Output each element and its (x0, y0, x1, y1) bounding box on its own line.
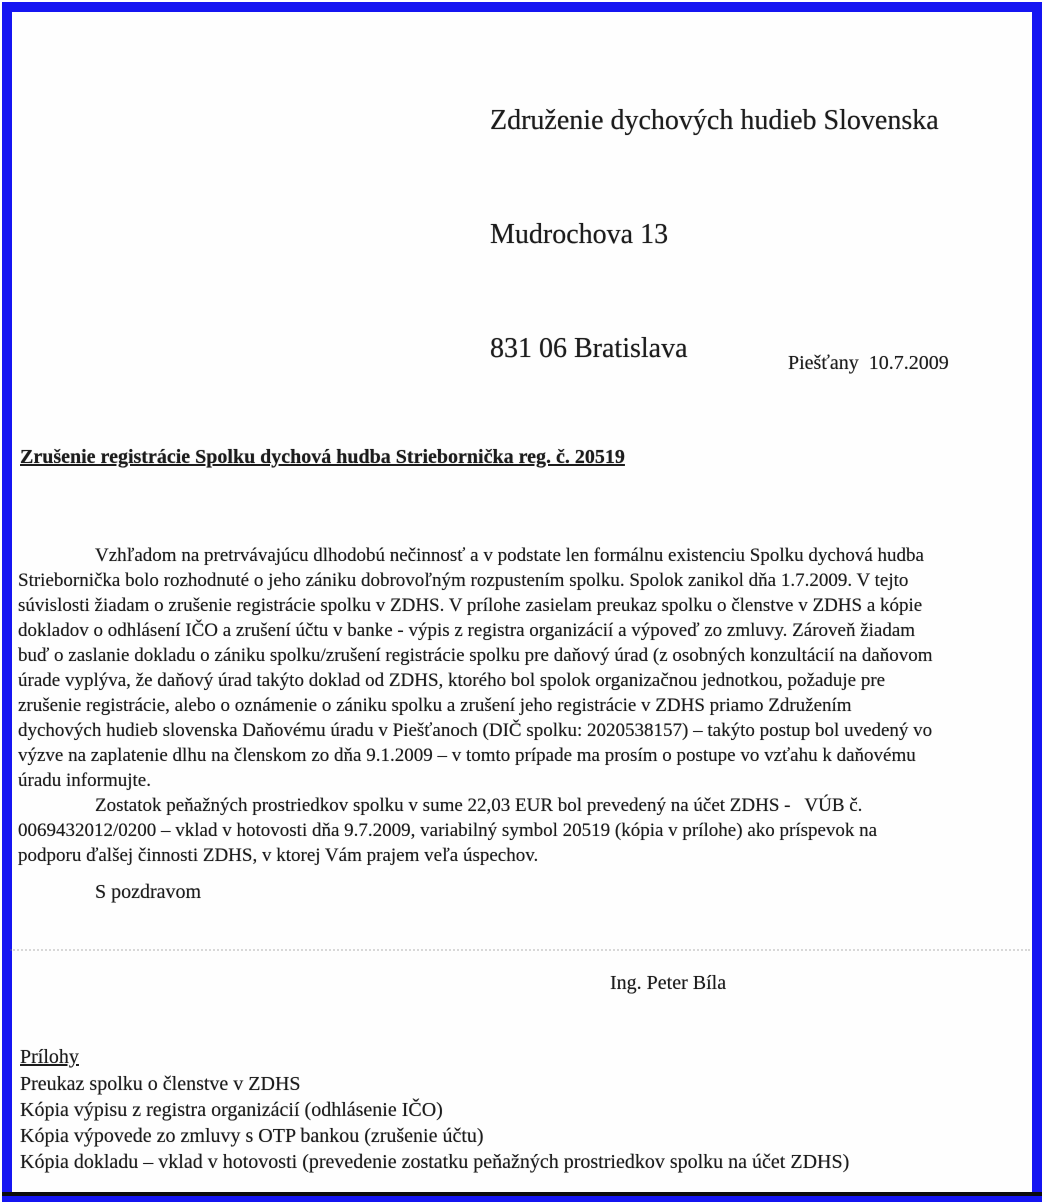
signatory-name: Ing. Peter Bíla (610, 972, 727, 994)
place-and-date: Piešťany 10.7.2009 (788, 352, 949, 374)
attachments-heading: Prílohy (20, 1046, 79, 1068)
body-line: Striebornička bolo rozhodnuté o jeho zániku dobrovoľným rozpustením spolku. Spolok zanikol dňa 1.7.2009. V tejto (18, 570, 909, 591)
scan-page-edge-line (2, 1192, 1042, 1196)
body-line: podporu ďalšej činnosti ZDHS, v ktorej Vám prajem veľa úspechov. (18, 845, 539, 866)
body-line: úrade vyplýva, že daňový úrad takýto doklad od ZDHS, ktorého bol spolok organizačnou jednotkou, požaduje pre (18, 670, 886, 691)
scan-artifact-line (10, 949, 1030, 951)
body-line: 0069432012/0200 – vklad v hotovosti dňa 9.7.2009, variabilný symbol 20519 (kópia v prílohe) ako príspevok na (18, 820, 878, 841)
body-line: výzve na zaplatenie dlhu na členskom zo dňa 9.1.2009 – v tomto prípade ma prosím o postupe vo vzťahu k daňovému (18, 745, 916, 766)
attachment-item: Kópia výpovede zo zmluvy s OTP bankou (zrušenie účtu) (20, 1125, 484, 1147)
organization-name: Združenie dychových hudieb Slovenska (490, 105, 939, 136)
street-address: Mudrochova 13 (490, 219, 669, 250)
attachment-item: Kópia dokladu – vklad v hotovosti (prevedenie zostatku peňažných prostriedkov spolku na účet ZDHS) (20, 1151, 850, 1173)
letter-body (18, 543, 1028, 868)
sender-address-block (490, 26, 939, 444)
city-address: 831 06 Bratislava (490, 333, 688, 364)
body-line: Vzhľadom na pretrvávajúcu dlhodobú nečinnosť a v podstate len formálnu existenciu Spolku dychová hudba (95, 545, 924, 566)
subject-line: Zrušenie registrácie Spolku dychová hudba Striebornička reg. č. 20519 (20, 446, 625, 468)
attachment-item: Kópia výpisu z registra organizácií (odhlásenie IČO) (20, 1099, 443, 1121)
body-line: dokladov o odhlásení IČO a zrušení účtu v banke - výpis z registra organizácií a výpoveď zo zmluvy. Zároveň žiadam (18, 620, 916, 641)
body-line: Zostatok peňažných prostriedkov spolku v sume 22,03 EUR bol prevedený na účet ZDHS - VÚB č. (95, 795, 863, 816)
body-line: buď o zaslanie dokladu o zániku spolku/zrušení registrácie spolku pre daňový úrad (z osobných konzultácií na daňovom (18, 645, 933, 666)
attachment-item: Preukaz spolku o členstve v ZDHS (20, 1073, 301, 1095)
body-line: úradu informujte. (18, 770, 151, 791)
body-line: dychových hudieb slovenska Daňovému úradu v Piešťanoch (DIČ spolku: 2020538157) – takýto postup bol uvedený vo (18, 720, 933, 741)
body-line: súvislosti žiadam o zrušenie registrácie spolku v ZDHS. V prílohe zasielam preukaz spolku o členstve v ZDHS a kópie (18, 595, 923, 616)
closing-salutation: S pozdravom (95, 881, 202, 903)
body-line: zrušenie registrácie, alebo o oznámenie o zániku spolku a zrušení jeho registrácie v ZDHS priamo Združením (18, 695, 852, 716)
attachments-section (20, 1044, 849, 1175)
